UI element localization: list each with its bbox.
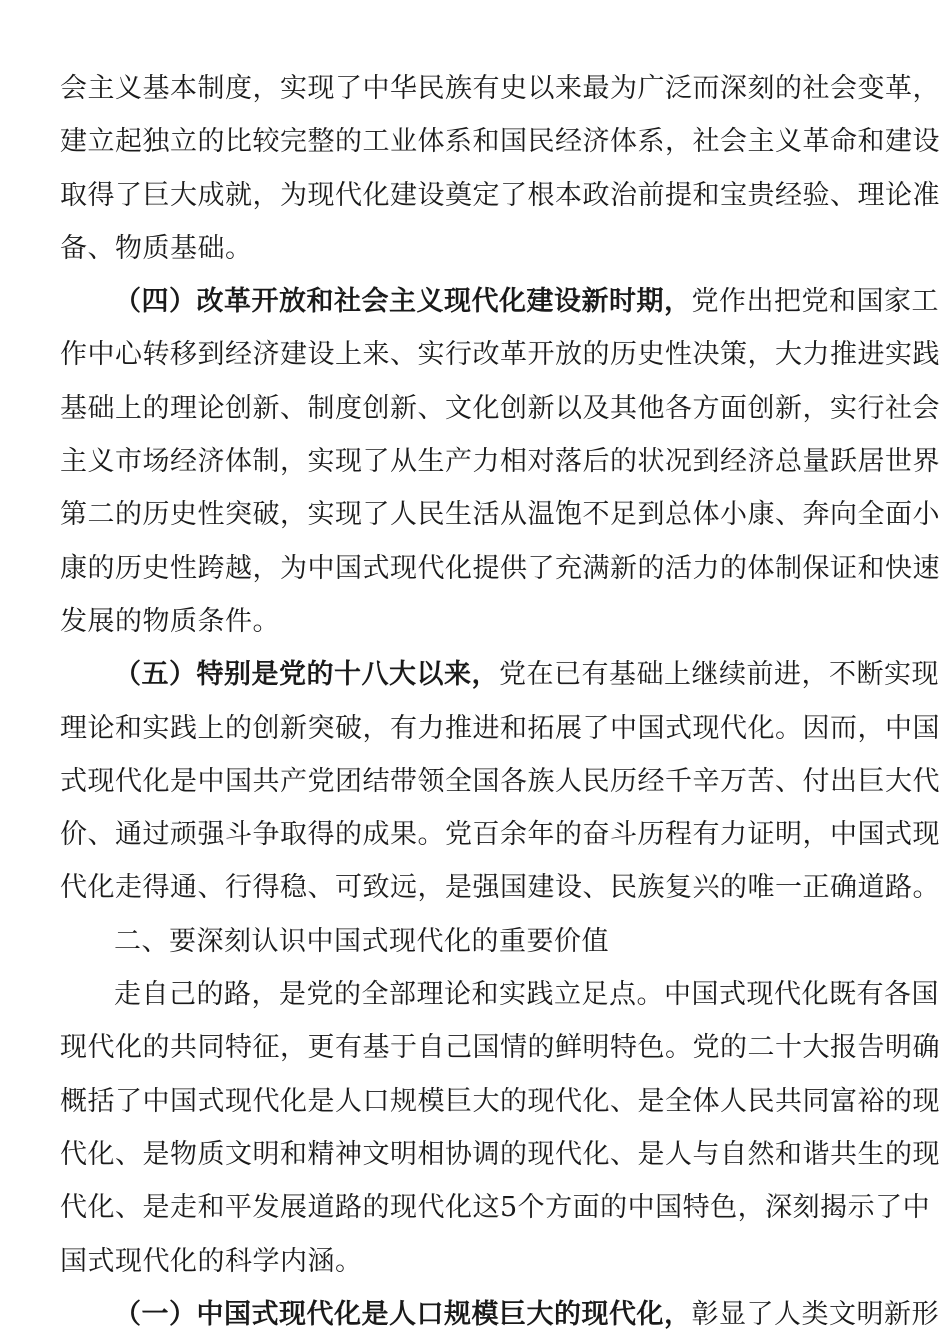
bold-lead: （四）改革开放和社会主义现代化建设新时期， xyxy=(114,286,692,318)
text-line: 理论和实践上的创新突破，有力推进和拓展了中国式现代化。因而，中国 xyxy=(60,712,940,744)
text-line: 价、通过顽强斗争取得的成果。党百余年的奋斗历程有力证明，中国式现 xyxy=(60,819,940,851)
text-line: 概括了中国式现代化是人口规模巨大的现代化、是全体人民共同富裕的现 xyxy=(60,1085,940,1117)
text-line: 走自己的路，是党的全部理论和实践立足点。中国式现代化既有各国 xyxy=(114,979,939,1011)
text-line: 建立起独立的比较完整的工业体系和国民经济体系，社会主义革命和建设 xyxy=(60,126,940,158)
paragraph-subsection-1 xyxy=(60,1288,939,1341)
text-line: 会主义基本制度，实现了中华民族有史以来最为广泛而深刻的社会变革， xyxy=(60,73,940,104)
text-line: 现代化的共同特征，更有基于自己国情的鲜明特色。党的二十大报告明确 xyxy=(60,1032,940,1064)
section-heading: 二、要深刻认识中国式现代化的重要价值 xyxy=(114,925,609,957)
bold-lead: （五）特别是党的十八大以来， xyxy=(114,659,499,691)
text-line: 取得了巨大成就，为现代化建设奠定了根本政治前提和宝贵经验、理论准 xyxy=(60,179,940,211)
text-line xyxy=(60,275,939,328)
text-line xyxy=(60,1288,939,1341)
lead-rest: 党作出把党和国家工 xyxy=(691,286,939,318)
text-line: 代化、是物质文明和精神文明相协调的现代化、是人与自然和谐共生的现 xyxy=(60,1138,940,1170)
paragraph-section-5 xyxy=(60,648,940,914)
paragraph-continuation xyxy=(60,62,940,275)
text-line: 基础上的理论创新、制度创新、文化创新以及其他各方面创新，实行社会 xyxy=(60,392,940,424)
text-line: 式现代化是中国共产党团结带领全国各族人民历经千辛万苦、付出巨大代 xyxy=(60,765,940,797)
paragraph-section-4 xyxy=(60,275,940,648)
text-line: 主义市场经济体制，实现了从生产力相对落后的状况到经济总量跃居世界 xyxy=(60,446,940,478)
text-line: 作中心转移到经济建设上来、实行改革开放的历史性决策，大力推进实践 xyxy=(60,339,940,371)
paragraph-body xyxy=(60,968,940,1288)
text-line: 代化走得通、行得稳、可致远，是强国建设、民族复兴的唯一正确道路。 xyxy=(60,872,940,904)
text-line: 康的历史性跨越，为中国式现代化提供了充满新的活力的体制保证和快速 xyxy=(60,552,940,584)
text-line: 国式现代化的科学内涵。 xyxy=(60,1245,363,1277)
text-line: 发展的物质条件。 xyxy=(60,605,280,637)
text-line xyxy=(60,648,939,701)
lead-rest: 党在已有基础上继续前进，不断实现 xyxy=(499,659,939,691)
text-line: 备、物质基础。 xyxy=(60,232,253,264)
bold-lead: （一）中国式现代化是人口规模巨大的现代化， xyxy=(114,1298,692,1330)
lead-rest: 彰显了人类文明新形 xyxy=(691,1298,939,1330)
text-line: 第二的历史性突破，实现了人民生活从温饱不足到总体小康、奔向全面小 xyxy=(60,499,940,531)
text-line: 代化、是走和平发展道路的现代化这5个方面的中国特色，深刻揭示了中 xyxy=(60,1192,931,1224)
